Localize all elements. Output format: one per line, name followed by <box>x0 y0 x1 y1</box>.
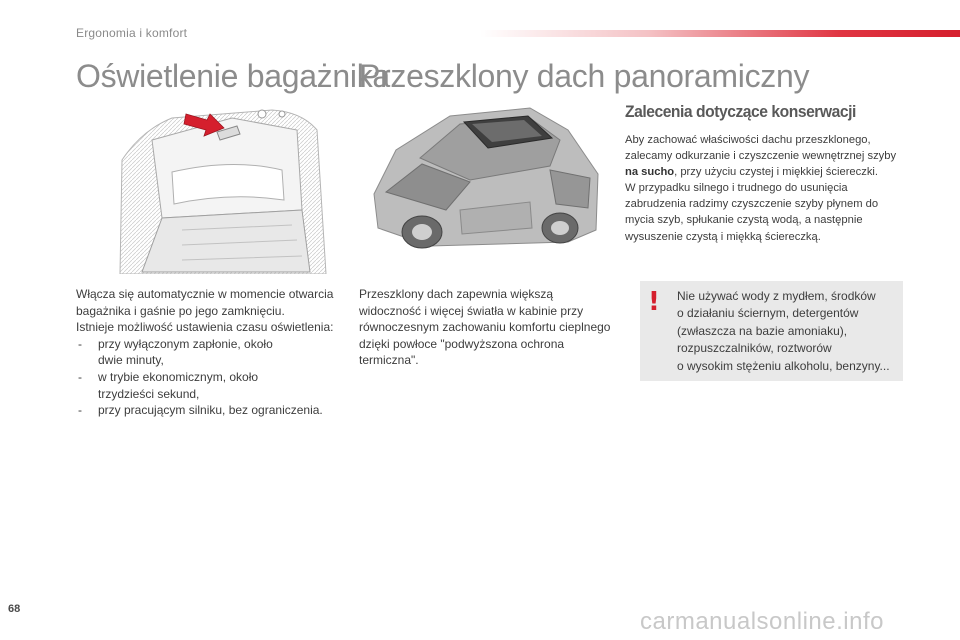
page-number: 68 <box>8 603 21 615</box>
section-title: Ergonomia i komfort <box>76 26 188 40</box>
watermark: carmanualsonline.info <box>640 608 884 635</box>
trunk-intro-line: Istnieje możliwość ustawienia czasu oświetlenia: <box>76 320 334 335</box>
care-text-bold: na sucho <box>625 166 675 179</box>
list-item <box>76 402 338 419</box>
care-recommendations-title: Zalecenia dotyczące konserwacji <box>625 102 856 121</box>
panoramic-roof-description <box>359 286 621 369</box>
trunk-light-illustration <box>112 100 334 274</box>
panoramic-roof-car-illustration <box>360 100 608 268</box>
care-paragraph <box>625 132 910 180</box>
list-item <box>76 336 338 369</box>
roof-text-line: dzięki powłoce "podwyższona ochrona <box>359 336 565 351</box>
trunk-light-title: Oświetlenie bagażnika <box>76 58 390 94</box>
panoramic-roof-title: Przeszklony dach panoramiczny <box>359 58 810 94</box>
list-item-text: przy wyłączonym zapłonie, około <box>98 336 273 351</box>
list-item-text: przy pracującym silniku, bez ograniczenia. <box>98 403 323 418</box>
list-item-text: trzydzieści sekund, <box>98 386 200 401</box>
list-item <box>76 369 338 402</box>
roof-text-line: widoczność i więcej światła w kabinie przy <box>359 303 584 318</box>
roof-text-line: termiczna". <box>359 353 419 368</box>
list-item-text: dwie minuty, <box>98 353 164 368</box>
trunk-intro-line: Włącza się automatycznie w momencie otwarcia <box>76 287 334 301</box>
warning-line: o wysokim stężeniu alkoholu, benzyny... <box>677 358 890 373</box>
warning-line: o działaniu ściernym, detergentów <box>677 306 859 321</box>
care-paragraph: W przypadku silnego i trudnego do usunięcia zabrudzenia radzimy czyszczenie szyby płynem do mycia szyb, spłukanie czystą wodą, a następnie wysuszenie czystą i miękką ściereczką. <box>625 182 879 243</box>
care-text-part: Aby zachować właściwości dachu przeszklonego, zalecamy odkurzanie i czyszczenie wewnętrznej szyby <box>625 134 897 163</box>
warning-line: Nie używać wody z mydłem, środków <box>677 289 876 303</box>
trunk-light-options-list <box>76 336 338 419</box>
warning-line: (zwłaszcza na bazie amoniaku), <box>677 323 848 338</box>
warning-line: rozpuszczalników, roztworów <box>677 341 832 356</box>
header-accent-bar <box>480 30 960 37</box>
care-recommendations-text <box>625 132 910 245</box>
trunk-intro-line: bagażnika i gaśnie po jego zamknięciu. <box>76 303 285 318</box>
care-text-part: , przy użyciu czystej i miękkiej ściereczki. <box>674 166 879 179</box>
roof-text-line: równoczesnym zachowaniu komfortu cieplnego <box>359 320 611 335</box>
list-item-text: w trybie ekonomicznym, około <box>98 369 259 384</box>
trunk-light-description <box>76 286 338 419</box>
roof-text-line: Przeszklony dach zapewnia większą <box>359 287 554 301</box>
warning-box <box>640 281 903 381</box>
warning-exclamation-icon: ! <box>648 287 660 317</box>
warning-text <box>677 288 899 375</box>
